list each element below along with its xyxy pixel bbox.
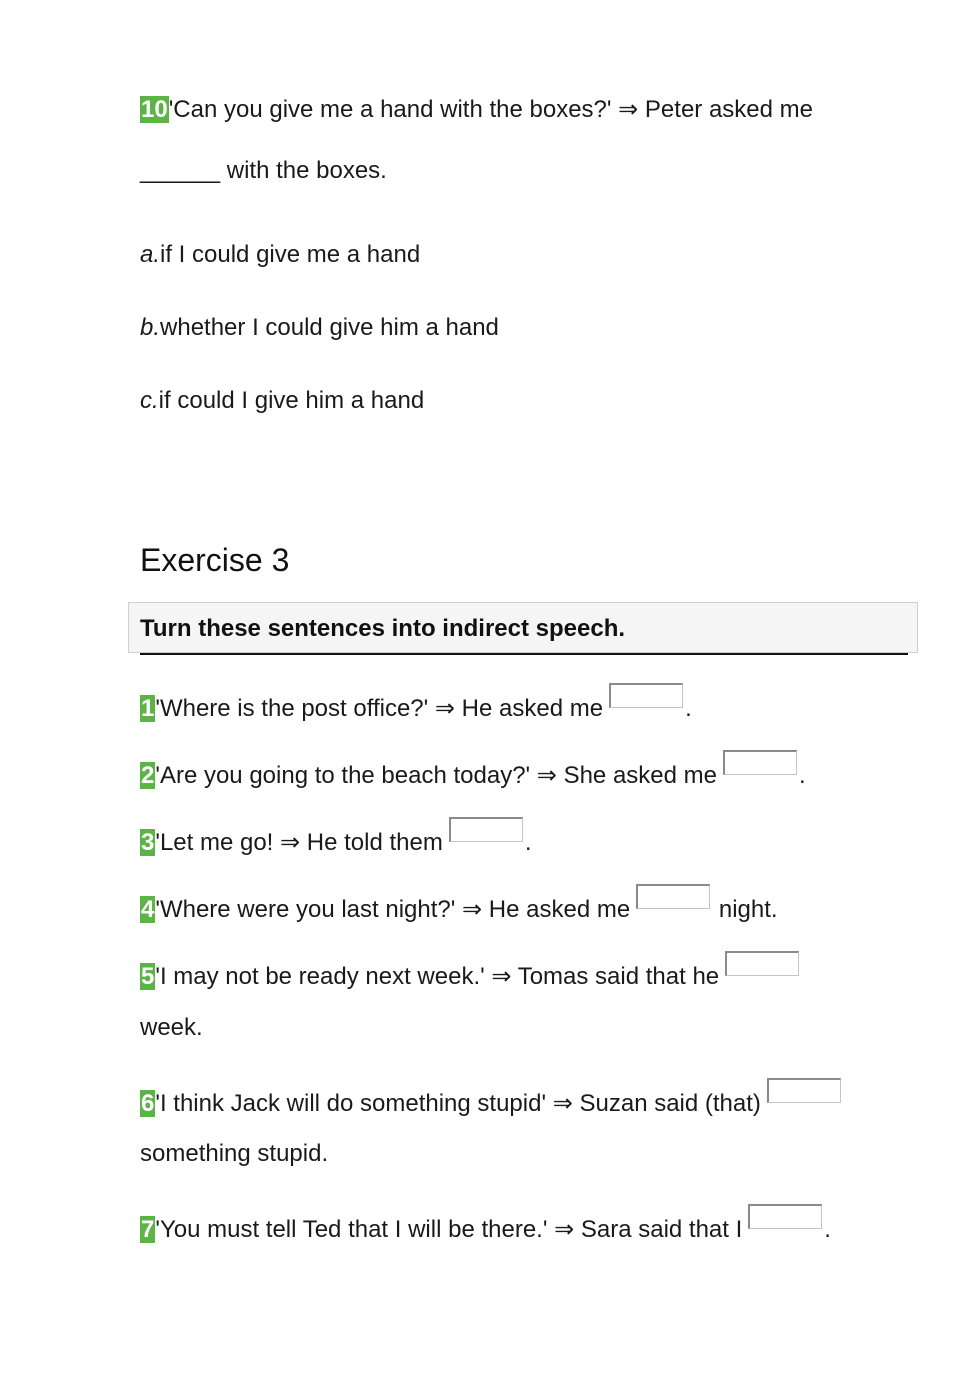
item-text: 'Where is the post office?' ⇒ He asked me — [155, 695, 604, 722]
option-letter: a. — [140, 241, 161, 268]
item-text-after: . — [524, 829, 532, 856]
answer-input[interactable] — [767, 1078, 841, 1103]
item-number: 7 — [141, 1216, 155, 1243]
item-text: 'Where were you last night?' ⇒ He asked me — [155, 896, 631, 923]
answer-input[interactable] — [449, 817, 523, 842]
item-number: 5 — [141, 963, 155, 990]
instruction-divider — [140, 653, 908, 655]
item-text-after: . — [799, 762, 806, 789]
option-a[interactable] — [140, 239, 420, 271]
item-text: 'I may not be ready next week.' ⇒ Tomas said that he — [155, 963, 720, 990]
item-number: 4 — [141, 896, 155, 923]
answer-input[interactable] — [636, 884, 710, 909]
exercise-item-5-continuation: week. — [140, 1014, 203, 1041]
exercise-item-2 — [140, 750, 806, 792]
question-number: 10 — [141, 96, 168, 123]
question-text: 'Can you give me a hand with the boxes?' ⇒ Peter asked me — [168, 96, 813, 123]
option-letter: c. — [140, 387, 159, 414]
instruction-text: Turn these sentences into indirect speech. — [140, 615, 626, 642]
exercise-item-1 — [140, 683, 692, 725]
option-c[interactable] — [140, 385, 424, 417]
question-10-line-2: ______ with the boxes. — [140, 157, 387, 184]
item-number: 2 — [141, 762, 155, 789]
item-number: 6 — [141, 1090, 155, 1117]
option-text: if could I give him a hand — [158, 387, 425, 414]
item-text: 'Let me go! ⇒ He told them — [155, 829, 443, 856]
exercise-title: Exercise 3 — [140, 542, 290, 578]
option-text: whether I could give him a hand — [160, 314, 499, 341]
item-number: 3 — [141, 829, 155, 856]
item-number: 1 — [141, 695, 155, 722]
exercise-item-6 — [140, 1078, 843, 1120]
exercise-item-5 — [140, 951, 801, 993]
question-10-line-1 — [140, 94, 813, 126]
option-text: if I could give me a hand — [160, 241, 421, 268]
exercise-item-7 — [140, 1204, 831, 1246]
item-text: 'I think Jack will do something stupid' ⇒ Suzan said (that) — [155, 1090, 761, 1117]
answer-input[interactable] — [725, 951, 799, 976]
item-text: 'Are you going to the beach today?' ⇒ She asked me — [155, 762, 717, 789]
item-text: 'You must tell Ted that I will be there.' ⇒ Sara said that I — [155, 1216, 743, 1243]
option-letter: b. — [140, 314, 161, 341]
answer-input[interactable] — [723, 750, 797, 775]
exercise-item-6-continuation: something stupid. — [140, 1140, 329, 1167]
item-text-after: . — [824, 1216, 831, 1243]
option-b[interactable] — [140, 312, 499, 344]
item-text-after: night. — [718, 896, 778, 923]
answer-input[interactable] — [748, 1204, 822, 1229]
exercise-item-4 — [140, 884, 778, 926]
item-text-after: . — [685, 695, 692, 722]
answer-input[interactable] — [609, 683, 683, 708]
exercise-item-3 — [140, 817, 532, 859]
